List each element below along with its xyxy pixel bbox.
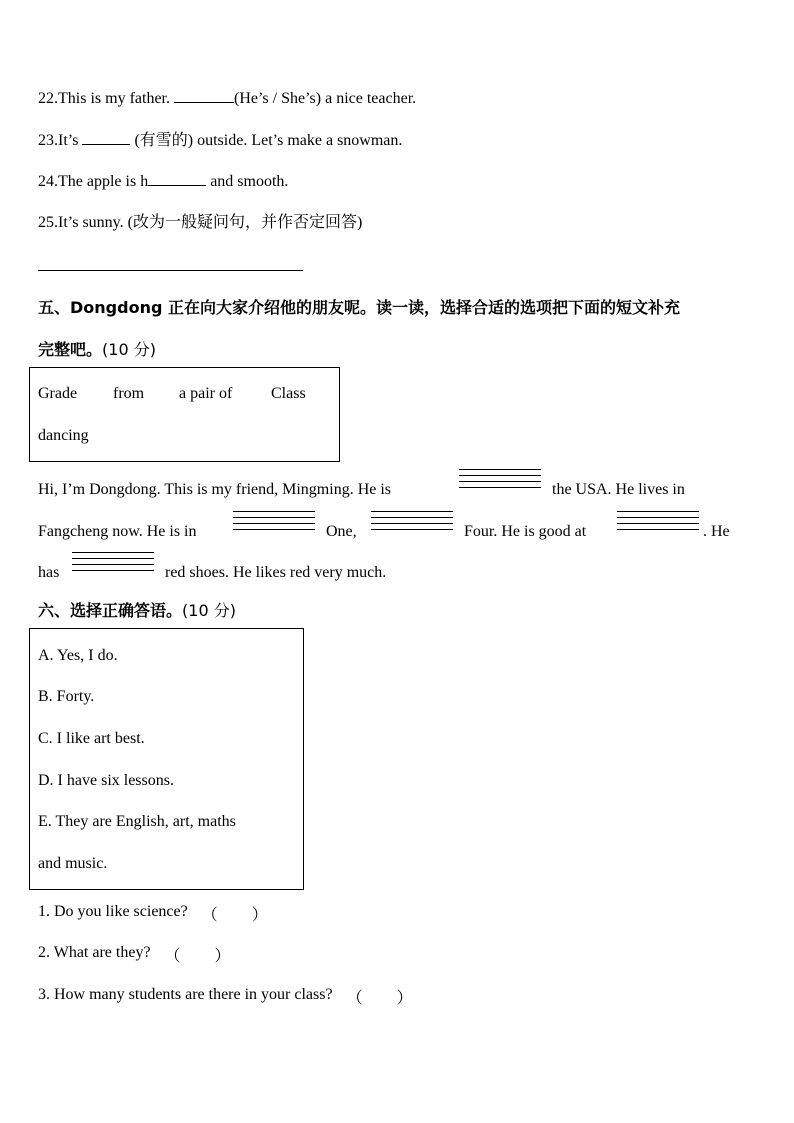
section-5-heading: 五、Dongdong 正在向大家介绍他的朋友呢。读一读，选择合适的选项把下面的短文补充: [38, 298, 680, 317]
answer-blank[interactable]: [174, 88, 234, 103]
word-bank-item: from: [113, 385, 145, 402]
passage-text: . He: [703, 523, 730, 540]
passage-blank-3[interactable]: [371, 511, 453, 533]
word-bank-item: a pair of: [179, 385, 233, 402]
question-1: 1. Do you like science? （ ）: [38, 903, 268, 924]
question-23: 23.It’s (有雪的) outside. Let’s make a snowman.: [38, 132, 403, 149]
question-22: 22.This is my father. (He’s / She’s) a nice teacher.: [38, 90, 417, 107]
question-2: 2. What are they? （ ）: [38, 944, 231, 965]
option-c: C. I like art best.: [38, 730, 145, 747]
section-6-heading: 六、选择正确答语。(10 分): [38, 601, 236, 620]
answer-line-25[interactable]: [38, 270, 303, 271]
question-3: 3. How many students are there in your class? （ ）: [38, 986, 413, 1007]
options-box: [29, 628, 304, 890]
question-25: 25.It’s sunny. (改为一般疑问句，并作否定回答): [38, 214, 363, 231]
word-bank-item: Grade: [38, 385, 78, 402]
passage-text: has: [38, 564, 60, 581]
passage-blank-4[interactable]: [617, 511, 699, 533]
answer-blank[interactable]: [148, 171, 206, 186]
passage-text: the USA. He lives in: [552, 481, 685, 498]
passage-text: Fangcheng now. He is in: [38, 523, 197, 540]
passage-text: One,: [326, 523, 357, 540]
passage-blank-5[interactable]: [72, 552, 154, 574]
passage-text: Hi, I’m Dongdong. This is my friend, Mingming. He is: [38, 481, 392, 498]
word-bank-item: Class: [271, 385, 306, 402]
section-5-heading-line2: 完整吧。(10 分): [38, 340, 156, 359]
passage-text: red shoes. He likes red very much.: [165, 564, 387, 581]
word-bank-box: [29, 367, 340, 462]
option-a: A. Yes, I do.: [38, 647, 118, 664]
question-24: 24.The apple is h and smooth.: [38, 173, 289, 190]
option-b: B. Forty.: [38, 688, 95, 705]
answer-blank[interactable]: [82, 130, 130, 145]
word-bank-item: dancing: [38, 427, 89, 444]
option-e: E. They are English, art, maths: [38, 813, 236, 830]
passage-blank-2[interactable]: [233, 511, 315, 533]
option-e-continued: and music.: [38, 855, 108, 872]
option-d: D. I have six lessons.: [38, 772, 174, 789]
passage-blank-1[interactable]: [459, 469, 541, 491]
passage-text: Four. He is good at: [464, 523, 587, 540]
